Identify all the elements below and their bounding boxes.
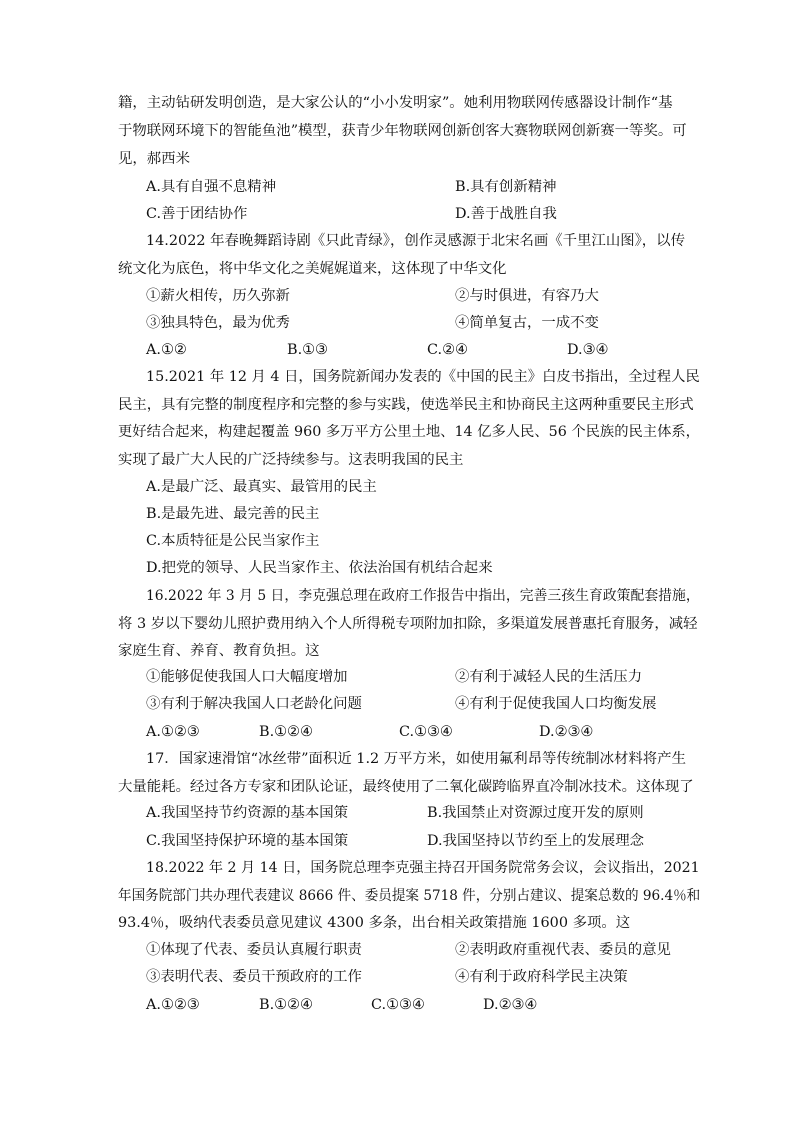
q18-choice-b: B.①②④ [259,997,313,1013]
q15-line-1: 15.2021 年 12 月 4 日，国务院新闻办发表的《中国的民主》白皮书指出，全过程人民 [146,369,700,385]
q14-choice-b: B.①③ [287,342,328,358]
q18-item-1: ①体现了代表、委员认真履行职责 [146,942,362,958]
q14-choice-a: A.①② [146,342,187,358]
q13-option-a: A.具有自强不息精神 [146,179,277,195]
q16-choice-a: A.①②③ [146,724,200,740]
q18-choice-d: D.②③④ [483,997,538,1013]
q13-line-1: 籍，主动钻研发明创造，是大家公认的“小小发明家”。她利用物联网传感器设计制作“基 [118,95,673,111]
q16-item-2: ②有利于减轻人民的生活压力 [455,669,643,685]
q15-option-b: B.是最先进、最完善的民主 [146,506,320,522]
q14-item-4: ④简单复古，一成不变 [455,315,599,331]
q18-choice-c: C.①③④ [371,997,425,1013]
q18-choice-a: A.①②③ [146,997,200,1013]
q17-option-c: C.我国坚持保护环境的基本国策 [146,833,349,849]
q18-line-2: 年国务院部门共办理代表建议 8666 件、委员提案 5718 件，分别占建议、提案总数的 96.4％和 [118,888,701,904]
q13-line-2: 于物联网环境下的智能鱼池”模型，获青少年物联网创新创客大赛物联网创新赛一等奖。可 [118,123,687,139]
q16-choice-b: B.①②④ [259,724,313,740]
q14-item-2: ②与时俱进，有容乃大 [455,288,599,304]
q16-choice-d: D.②③④ [539,724,594,740]
q17-line-2: 大量能耗。经过各方专家和团队论证，最终使用了二氧化碳跨临界直冷制冰技术。这体现了 [118,779,694,795]
q16-line-2: 将 3 岁以下婴幼儿照护费用纳入个人所得税专项附加扣除，多渠道发展普惠托育服务，减轻 [118,616,698,632]
q15-option-a: A.是最广泛、最真实、最管用的民主 [146,479,377,495]
q17-option-a: A.我国坚持节约资源的基本国策 [146,805,349,821]
q16-choice-c: C.①③④ [399,724,453,740]
q17-line-1: 17．国家速滑馆“冰丝带”面积近 1.2 万平方米，如使用氟利昂等传统制冰材料将产生 [146,751,686,767]
q18-line-1: 18.2022 年 2 月 14 日，国务院总理李克强主持召开国务院常务会议，会议指出，2021 [146,860,700,876]
q16-item-4: ④有利于促使我国人口均衡发展 [455,696,657,712]
q18-item-3: ③表明代表、委员干预政府的工作 [146,969,362,985]
q15-line-4: 实现了最广大人民的广泛持续参与。这表明我国的民主 [118,452,464,468]
q18-item-4: ④有利于政府科学民主决策 [455,969,628,985]
q17-option-d: D.我国坚持以节约至上的发展理念 [427,833,645,849]
q14-choice-c: C.②④ [427,342,468,358]
q15-option-c: C.本质特征是公民当家作主 [146,533,320,549]
q15-line-2: 民主，具有完整的制度程序和完整的参与实践，使选举民主和协商民主这两种重要民主形式 [118,397,694,413]
q15-line-3: 更好结合起来，构建起覆盖 960 多万平方公里土地、14 亿多人民、56 个民族的民主体系， [118,424,700,440]
q13-option-d: D.善于战胜自我 [455,206,557,222]
q16-line-3: 家庭生育、养育、教育负担。这 [118,643,320,659]
q16-line-1: 16.2022 年 3 月 5 日，李克强总理在政府工作报告中指出，完善三孩生育政策配套措施， [146,588,700,604]
q13-option-b: B.具有创新精神 [455,179,557,195]
q18-line-3: 93.4％，吸纳代表委员意见建议 4300 多条，出台相关政策措施 1600 多项。这 [118,915,631,931]
q14-line-2: 统文化为底色，将中华文化之美娓娓道来，这体现了中华文化 [118,261,507,277]
q14-line-1: 14.2022 年春晚舞蹈诗剧《只此青绿》，创作灵感源于北宋名画《千里江山图》，以传 [146,233,685,249]
q18-item-2: ②表明政府重视代表、委员的意见 [455,942,671,958]
q16-item-3: ③有利于解决我国人口老龄化问题 [146,696,362,712]
q13-line-3: 见，郝西米 [118,151,190,167]
q16-item-1: ①能够促使我国人口大幅度增加 [146,669,348,685]
q14-item-1: ①薪火相传，历久弥新 [146,288,290,304]
q17-option-b: B.我国禁止对资源过度开发的原则 [427,805,644,821]
q14-choice-d: D.③④ [567,342,609,358]
q13-option-c: C.善于团结协作 [146,206,248,222]
q14-item-3: ③独具特色，最为优秀 [146,315,290,331]
q15-option-d: D.把党的领导、人民当家作主、依法治国有机结合起来 [146,560,493,576]
